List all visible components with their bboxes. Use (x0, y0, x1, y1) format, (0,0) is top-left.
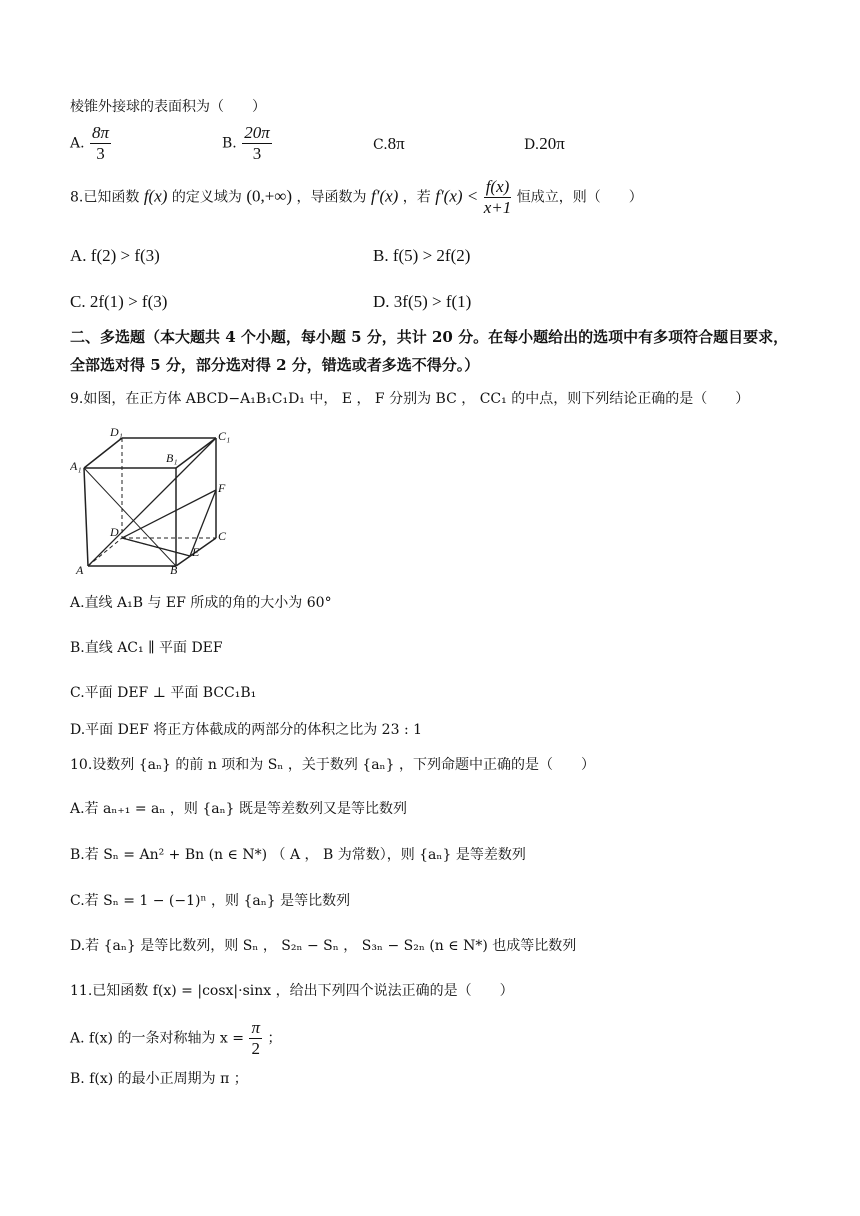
q10-option-a: A.若 aₙ₊₁ = aₙ ，则 {aₙ} 既是等差数列又是等比数列 (70, 801, 408, 817)
q11-option-b: B. f(x) 的最小正周期为 π ； (70, 1071, 248, 1087)
label-b1: B₁ (166, 451, 178, 465)
q7-option-d: D.20π (524, 134, 565, 153)
q7-option-c: C.8π (373, 134, 405, 153)
label-b: B (170, 563, 178, 576)
label-f: F (218, 481, 226, 495)
cube-figure (70, 426, 232, 576)
fraction: $\frac{f(x)}{x+1}$ (483, 177, 512, 217)
label-d1: D₁ (110, 426, 123, 439)
q11-option-a: A. f(x) 的一条对称轴为 x = $\frac{\pi}{2}$ ； (70, 1018, 282, 1058)
q8-option-a: A. f(2) > f(3) (70, 246, 160, 265)
q9-option-d: D.平面 DEF 将正方体截成的两部分的体积之比为 23 : 1 (70, 722, 423, 738)
q7-option-b: B. $\frac{20\pi}{3}$ (222, 123, 270, 163)
q8-stem: 8.已知函数 f(x) 的定义域为 (0,+∞) ，导函数为 f′(x) ，若 f′(x) < $\frac{f(x)}{x+1}$ 恒成立，则（ ） (70, 177, 643, 217)
fraction: $\frac{\pi}{2}$ (251, 1018, 260, 1058)
q10-option-b: B.若 Sₙ = An² + Bn (n ∈ N*) （ A ， B 为常数），则 {aₙ} 是等差数列 (70, 847, 526, 863)
q11-stem: 11.已知函数 f(x) = |cosx|·sinx ，给出下列四个说法正确的是（ ） (70, 983, 514, 999)
cube-diagram (70, 426, 232, 576)
fraction: $\frac{8\pi}{3}$ (92, 123, 110, 163)
label-d: D (110, 525, 119, 539)
q9-stem: 9.如图，在正方体 ABCD−A₁B₁C₁D₁ 中， E ， F 分别为 BC ， CC₁ 的中点，则下列结论正确的是（ ） (70, 391, 750, 407)
section-heading: 二、多选题（本大题共 4 个小题，每小题 5 分，共计 20 分。在每小题给出的选项中有多项符合题目要求，全部选对得 5 分，部分选对得 2 分，错选或者多选不得分。） (70, 328, 789, 374)
label-a1: A₁ (70, 459, 82, 473)
fraction: $\frac{20\pi}{3}$ (244, 123, 270, 163)
q10-stem: 10.设数列 {aₙ} 的前 n 项和为 Sₙ ，关于数列 {aₙ} ，下列命题中正确的是（ ） (70, 757, 595, 773)
q10-option-d: D.若 {aₙ} 是等比数列，则 Sₙ ， S₂ₙ − Sₙ ， S₃ₙ − S₂ₙ (n ∈ N*) 也成等比数列 (70, 938, 577, 954)
q10-option-c: C.若 Sₙ = 1 − (−1)ⁿ ，则 {aₙ} 是等比数列 (70, 893, 351, 909)
label-c1: C₁ (218, 429, 231, 443)
q8-option-b: B. f(5) > 2f(2) (373, 246, 471, 265)
q9-option-c: C.平面 DEF ⊥ 平面 BCC₁B₁ (70, 685, 257, 701)
label-e: E (192, 545, 200, 559)
q9-option-b: B.直线 AC₁ ∥ 平面 DEF (70, 640, 223, 656)
q7-option-a: A. $\frac{8\pi}{3}$ (70, 123, 110, 163)
q7-stem-tail: 棱锥外接球的表面积为（ ） (70, 99, 266, 115)
q8-option-c: C. 2f(1) > f(3) (70, 292, 168, 311)
label-c: C (218, 529, 227, 543)
label-a: A (76, 563, 84, 576)
q9-option-a: A.直线 A₁B 与 EF 所成的角的大小为 60° (70, 595, 332, 611)
q8-option-d: D. 3f(5) > f(1) (373, 292, 472, 311)
